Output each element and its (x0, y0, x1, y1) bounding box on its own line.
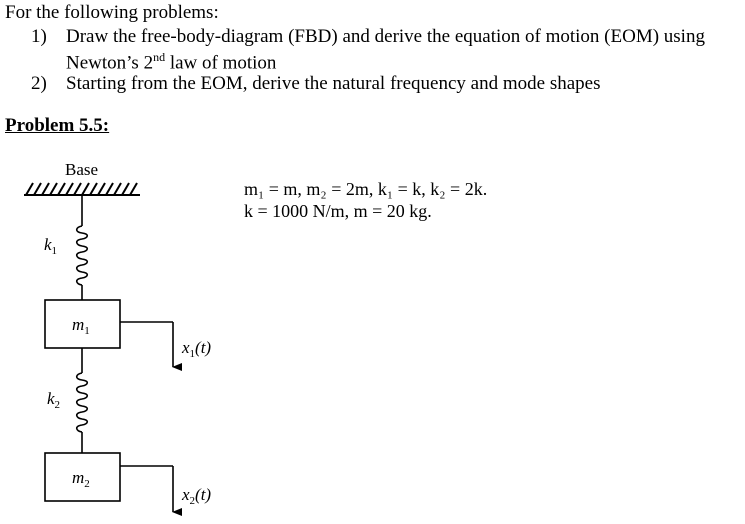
mass-1-label: $m_1$ (72, 315, 90, 337)
spring-1-label: $k_1$ (44, 235, 58, 257)
item-number: 2) (31, 73, 47, 94)
item-text-cont-end: law of motion (165, 52, 277, 74)
displacement-2-arrow (120, 466, 173, 512)
spring-2-label: $k_2$ (47, 389, 61, 411)
ordinal-superscript: nd (153, 50, 166, 64)
displacement-1-label: $x_1(t)$ (182, 338, 212, 360)
parameter-line-2: k = 1000 N/m, m = 20 kg. (244, 201, 432, 221)
item-number: 1) (31, 26, 47, 47)
item-text: Draw the free-body-diagram (FBD) and derive the equation of motion (EOM) using (66, 26, 705, 47)
mass-2-label: $m_2$ (72, 468, 90, 490)
item-text-cont: Newton’s 2 (66, 52, 154, 74)
item-text: Starting from the EOM, derive the natural frequency and mode shapes (66, 73, 601, 94)
displacement-2-label: $x_2(t)$ (182, 485, 212, 507)
spring-2 (77, 348, 88, 453)
ground-hatch (24, 183, 140, 195)
parameter-line-1: m₁ = m, m₂ = 2m, k₁ = k, k₂ = 2k. (244, 179, 488, 199)
base-label: Base (65, 160, 99, 179)
displacement-1-arrow (120, 322, 173, 367)
problem-title: Problem 5.5: (5, 115, 110, 136)
spring-1 (77, 195, 88, 300)
instructions-heading: For the following problems: (5, 2, 219, 23)
